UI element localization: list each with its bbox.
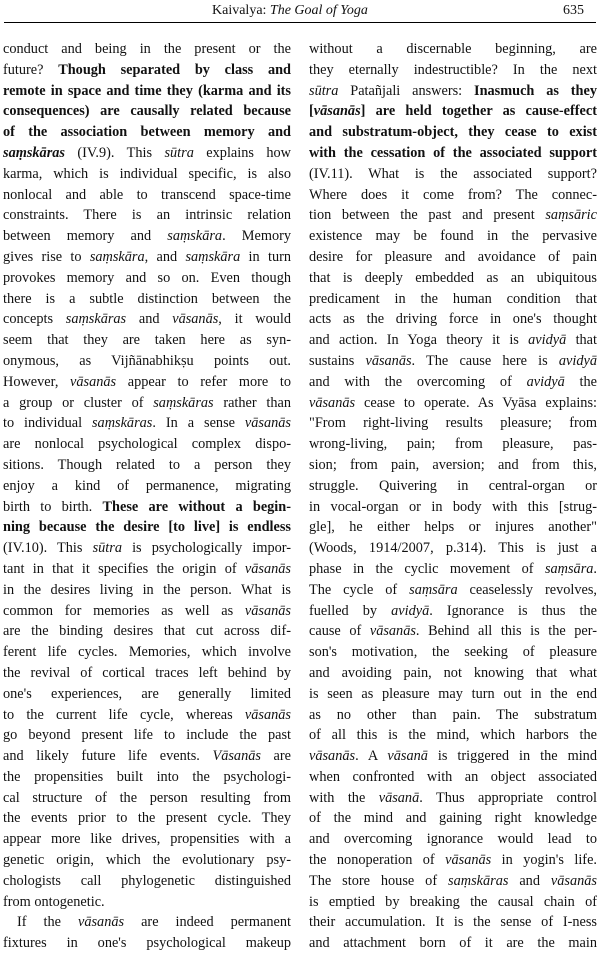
text-line: [3, 476, 291, 497]
text-run: is emptied by breaking the causal chain of: [309, 893, 597, 910]
text-run: future?: [3, 61, 59, 78]
right-text-column: [309, 39, 597, 954]
text-line: [3, 185, 291, 206]
text-run: vāsanās: [172, 311, 219, 328]
text-line: [3, 247, 291, 268]
text-run: The cycle of: [309, 581, 410, 598]
text-line: [309, 268, 597, 289]
text-line: [309, 808, 597, 829]
text-run: , and: [144, 248, 186, 265]
text-run: and: [126, 311, 173, 328]
text-run: vāsanās: [244, 415, 291, 432]
text-run: and: [508, 872, 551, 889]
text-run: vāsanās: [78, 914, 125, 931]
text-run: avidyā: [526, 373, 565, 390]
text-line: [309, 247, 597, 268]
text-run: are the binding desires that cut across dif-: [3, 623, 291, 640]
text-line: [309, 393, 597, 414]
text-run: is triggered in the mind: [427, 748, 597, 765]
text-run: vāsanās: [550, 872, 597, 889]
text-line: [3, 101, 291, 122]
text-line: [3, 164, 291, 185]
text-line: [309, 663, 597, 684]
text-run: the: [564, 373, 597, 390]
text-run: vāsanās: [244, 706, 291, 723]
text-run: remote in space and time they (karma and its: [3, 82, 291, 99]
text-run: chologists call phylogenetic distinguished: [3, 872, 291, 889]
text-run: vāsanās: [70, 373, 117, 390]
text-line: [309, 788, 597, 809]
text-run: tant in that it specifies the origin of: [3, 560, 245, 577]
text-run: . The cause here is: [411, 352, 559, 369]
text-run: vāsanās: [309, 748, 356, 765]
text-run: and substratum-object, they cease to exist: [309, 124, 597, 141]
text-run: saṃsāric: [545, 207, 597, 224]
text-run: vāsanās: [365, 352, 412, 369]
text-run: fuelled by: [309, 602, 392, 619]
text-line: [309, 351, 597, 372]
text-line: [3, 289, 291, 310]
text-run: saṃskāras: [65, 311, 127, 328]
text-run: gives rise to: [3, 248, 90, 265]
text-run: ceaselessly revolves,: [457, 581, 597, 598]
text-run: in yogin's life.: [491, 852, 597, 869]
running-title: [212, 3, 368, 19]
text-line: [3, 871, 291, 892]
text-run: the nonoperation of: [309, 852, 446, 869]
text-run: Where does it come from? The connec-: [309, 186, 597, 203]
text-line: [309, 164, 597, 185]
text-run: vāsanās: [244, 560, 291, 577]
text-run: saṃskāras: [448, 872, 509, 889]
text-line: [3, 39, 291, 60]
text-run: in vocal-organ or in body with this [strug-: [309, 498, 597, 515]
text-run: son's motivation, the seeking of pleasure: [309, 644, 597, 661]
text-line: [3, 143, 291, 164]
text-run: vāsanās: [313, 103, 361, 120]
text-line: [3, 309, 291, 330]
text-run: appear to refer more to: [116, 373, 291, 390]
text-line: [309, 205, 597, 226]
text-run: conduct and being in the present or the: [3, 41, 291, 57]
text-run: they eternally indestructible? In the next: [309, 61, 597, 78]
text-run: ning because the desire [to live] is endless: [3, 519, 291, 536]
text-run: and avoiding pain, not knowing that what: [309, 664, 597, 681]
text-line: [3, 330, 291, 351]
text-run: are nonlocal psychological complex dispo-: [3, 436, 291, 453]
text-line: [3, 434, 291, 455]
text-run: with the cessation of the associated support: [309, 144, 597, 161]
text-run: concepts: [3, 311, 66, 328]
text-line: [3, 413, 291, 434]
text-run: If the: [17, 914, 78, 931]
running-title-italic: The Goal of Yoga: [269, 3, 368, 18]
text-run: cease to operate. As Vyāsa explains:: [355, 394, 597, 411]
text-run: explains how: [193, 144, 291, 161]
text-line: [3, 205, 291, 226]
text-run: . Thus appropriate control: [419, 789, 597, 806]
text-run: without a discernable beginning, are: [309, 41, 597, 57]
text-line: [3, 725, 291, 746]
text-run: from ontogenetic.: [3, 893, 105, 910]
text-run: provokes memory and so on. Even though: [3, 269, 291, 286]
text-line: [3, 559, 291, 580]
text-run: avidyā: [558, 352, 597, 369]
text-line: [309, 413, 597, 434]
text-line: [3, 351, 291, 372]
text-run: to the current life cycle, whereas: [3, 706, 245, 723]
text-run: and attachment born of it are the main: [309, 935, 597, 952]
text-run: ] are held together as cause-effect: [360, 103, 597, 120]
text-run: However,: [3, 373, 71, 390]
page-number: 635: [563, 3, 584, 18]
text-run: sūtra: [309, 82, 339, 99]
text-line: [3, 393, 291, 414]
text-run: existence may be found in the pervasive: [309, 228, 597, 245]
text-line: [309, 122, 597, 143]
text-run: sion; from pain, aversion; and from this,: [309, 456, 597, 473]
text-run: Vāsanās: [212, 748, 261, 765]
text-line: [3, 81, 291, 102]
text-run: gle], he either helps or injures another": [309, 519, 597, 536]
text-line: [3, 767, 291, 788]
text-run: . In a sense: [152, 415, 245, 432]
text-line: [309, 455, 597, 476]
text-run: seem that they are taken here as syn-: [3, 332, 291, 349]
text-run: saṃskāra: [167, 228, 223, 245]
text-line: [3, 829, 291, 850]
text-run: avidyā: [528, 332, 567, 349]
text-run: vāsanās: [369, 623, 416, 640]
text-run: [: [309, 103, 314, 120]
text-run: a group or cluster of: [3, 394, 154, 411]
text-run: between memory and: [3, 228, 168, 245]
text-line: [309, 892, 597, 913]
text-line: [309, 746, 597, 767]
text-line: [309, 871, 597, 892]
text-run: saṃskāras: [153, 394, 214, 411]
header-rule: [4, 22, 596, 23]
text-line: [3, 642, 291, 663]
text-run: These are without a begin-: [102, 498, 291, 515]
text-run: sūtra: [92, 540, 122, 557]
text-line: [309, 601, 597, 622]
text-line: [3, 226, 291, 247]
text-run: that: [566, 332, 597, 349]
text-run: nonlocal and able to transcend space-time: [3, 186, 291, 203]
text-run: of the mind and gaining right knowledge: [309, 810, 597, 827]
text-line: [3, 60, 291, 81]
text-run: of the association between memory and: [3, 124, 291, 141]
text-run: enjoy a kind of permanence, migrating: [3, 477, 291, 494]
text-run: phase in the cyclic movement of: [309, 560, 545, 577]
text-line: [309, 517, 597, 538]
text-run: with the: [309, 789, 379, 806]
text-run: acts as the driving force in one's thought: [309, 311, 597, 328]
text-run: desire for pleasure and avoidance of pain: [309, 248, 597, 265]
text-run: "From right-living results pleasure; from: [309, 415, 597, 432]
text-run: (IV.11). What is the associated support?: [309, 165, 597, 182]
text-run: vāsanās: [309, 394, 356, 411]
text-line: [309, 101, 597, 122]
text-line: [3, 850, 291, 871]
text-run: birth to birth.: [3, 498, 103, 515]
text-line: [309, 725, 597, 746]
text-run: cal structure of the person resulting from: [3, 789, 291, 806]
text-run: is seen as pleasure may turn out in the end: [309, 685, 597, 702]
text-run: and likely future life events.: [3, 748, 213, 765]
text-line: [3, 268, 291, 289]
text-line: [309, 309, 597, 330]
text-line: [3, 788, 291, 809]
text-line: [3, 808, 291, 829]
text-run: . Memory: [222, 228, 291, 245]
text-line: [309, 81, 597, 102]
text-run: saṃskāra: [89, 248, 145, 265]
text-run: . A: [355, 748, 388, 765]
text-line: [3, 372, 291, 393]
left-text-column: [3, 39, 291, 954]
text-run: when confronted with an object associated: [309, 768, 597, 785]
text-run: in turn: [240, 248, 291, 265]
text-run: vāsanās: [445, 852, 492, 869]
text-run: cause of: [309, 623, 370, 640]
text-run: their accumulation. It is the sense of I-ness: [309, 914, 597, 931]
text-line: [309, 476, 597, 497]
running-header: [0, 3, 600, 21]
text-run: . Behind all this is the per-: [415, 623, 597, 640]
running-title-plain: Kaivalya:: [212, 3, 270, 18]
text-run: ferent life cycles. Memories, which involve: [3, 644, 291, 661]
text-line: [309, 580, 597, 601]
text-run: struggle. Quivering in central-organ or: [309, 477, 597, 494]
text-run: onymous, as Vijñānabhikṣu points out.: [3, 352, 291, 369]
text-line: [3, 621, 291, 642]
text-run: (Woods, 1914/2007, p.314). This is just a: [309, 540, 597, 557]
text-line: [309, 39, 597, 60]
text-run: sitions. Though related to a person they: [3, 456, 291, 473]
text-run: in the desires living in the person. What is: [3, 581, 291, 598]
text-line: [3, 892, 291, 913]
text-run: vāsanā: [378, 789, 420, 806]
text-run: constraints. There is an intrinsic relation: [3, 207, 291, 224]
text-run: sūtra: [164, 144, 194, 161]
text-run: Though separated by class and: [58, 61, 291, 78]
text-line: [3, 933, 291, 954]
text-run: Patañjali answers:: [338, 82, 474, 99]
text-line: [3, 746, 291, 767]
text-line: [309, 829, 597, 850]
text-line: [3, 455, 291, 476]
text-line: [309, 850, 597, 871]
text-line: [309, 143, 597, 164]
text-run: and with the overcoming of: [309, 373, 527, 390]
text-line: [3, 684, 291, 705]
text-line: [309, 912, 597, 933]
text-line: [309, 372, 597, 393]
text-run: The store house of: [309, 872, 449, 889]
text-run: appear more like drives, propensities with a: [3, 831, 291, 848]
text-run: Inasmuch as they: [474, 82, 597, 99]
text-line: [309, 559, 597, 580]
text-run: avidyā: [391, 602, 430, 619]
text-run: go beyond present life to include the past: [3, 727, 291, 744]
text-run: rather than: [213, 394, 291, 411]
text-run: saṃskāra: [185, 248, 241, 265]
text-run: saṃskāras: [3, 144, 65, 161]
text-line: [3, 497, 291, 518]
text-line: [309, 684, 597, 705]
text-run: fixtures in one's psychological makeup: [3, 935, 291, 952]
text-line: [3, 580, 291, 601]
text-line: [309, 289, 597, 310]
text-run: (IV.9). This: [64, 144, 165, 161]
text-line: [3, 912, 291, 933]
text-run: genetic origin, which the evolutionary psy-: [3, 852, 291, 869]
text-line: [309, 226, 597, 247]
text-line: [309, 330, 597, 351]
text-line: [3, 517, 291, 538]
text-run: of all this is the mind, which harbors the: [309, 727, 597, 744]
text-run: is psychologically impor-: [121, 540, 291, 557]
text-run: predicament in the human condition that: [309, 290, 597, 307]
text-run: the propensities built into the psychologi-: [3, 768, 291, 785]
text-run: consequences) are causally related because: [3, 103, 291, 120]
text-run: are: [260, 748, 291, 765]
text-run: sustains: [309, 352, 366, 369]
text-line: [309, 538, 597, 559]
text-line: [3, 538, 291, 559]
text-run: saṃsāra: [409, 581, 458, 598]
text-line: [309, 642, 597, 663]
text-run: that is deeply embedded as an ubiquitous: [309, 269, 597, 286]
text-run: vāsanā: [387, 748, 428, 765]
text-run: vāsanās: [244, 602, 291, 619]
text-run: karma, which is individual specific, is also: [3, 165, 291, 182]
text-line: [309, 621, 597, 642]
text-run: to individual: [3, 415, 92, 432]
text-line: [3, 122, 291, 143]
text-line: [309, 434, 597, 455]
text-run: one's experiences, are generally limited: [3, 685, 291, 702]
text-run: , it would: [218, 311, 291, 328]
text-run: common for memories as well as: [3, 602, 245, 619]
text-run: .: [593, 560, 597, 577]
text-run: the events prior to the present cycle. They: [3, 810, 291, 827]
text-run: and overcoming ignorance would lead to: [309, 831, 597, 848]
text-run: . Ignorance is thus the: [429, 602, 597, 619]
text-line: [309, 497, 597, 518]
text-run: saṃsāra: [544, 560, 594, 577]
text-run: and action. In Yoga theory it is: [309, 332, 529, 349]
text-run: there is a subtle distinction between the: [3, 290, 291, 307]
text-line: [309, 767, 597, 788]
text-line: [309, 705, 597, 726]
text-line: [3, 601, 291, 622]
text-line: [309, 60, 597, 81]
text-line: [309, 933, 597, 954]
text-run: (IV.10). This: [3, 540, 93, 557]
text-line: [3, 663, 291, 684]
text-run: as no other than pain. The substratum: [309, 706, 597, 723]
text-run: tion between the past and present: [309, 207, 546, 224]
text-run: the revival of cortical traces left behind by: [3, 664, 291, 681]
text-run: are indeed permanent: [124, 914, 291, 931]
text-run: saṃskāras: [91, 415, 153, 432]
text-run: wrong-living, pain; from pleasure, pas-: [309, 436, 597, 453]
text-line: [309, 185, 597, 206]
text-line: [3, 705, 291, 726]
